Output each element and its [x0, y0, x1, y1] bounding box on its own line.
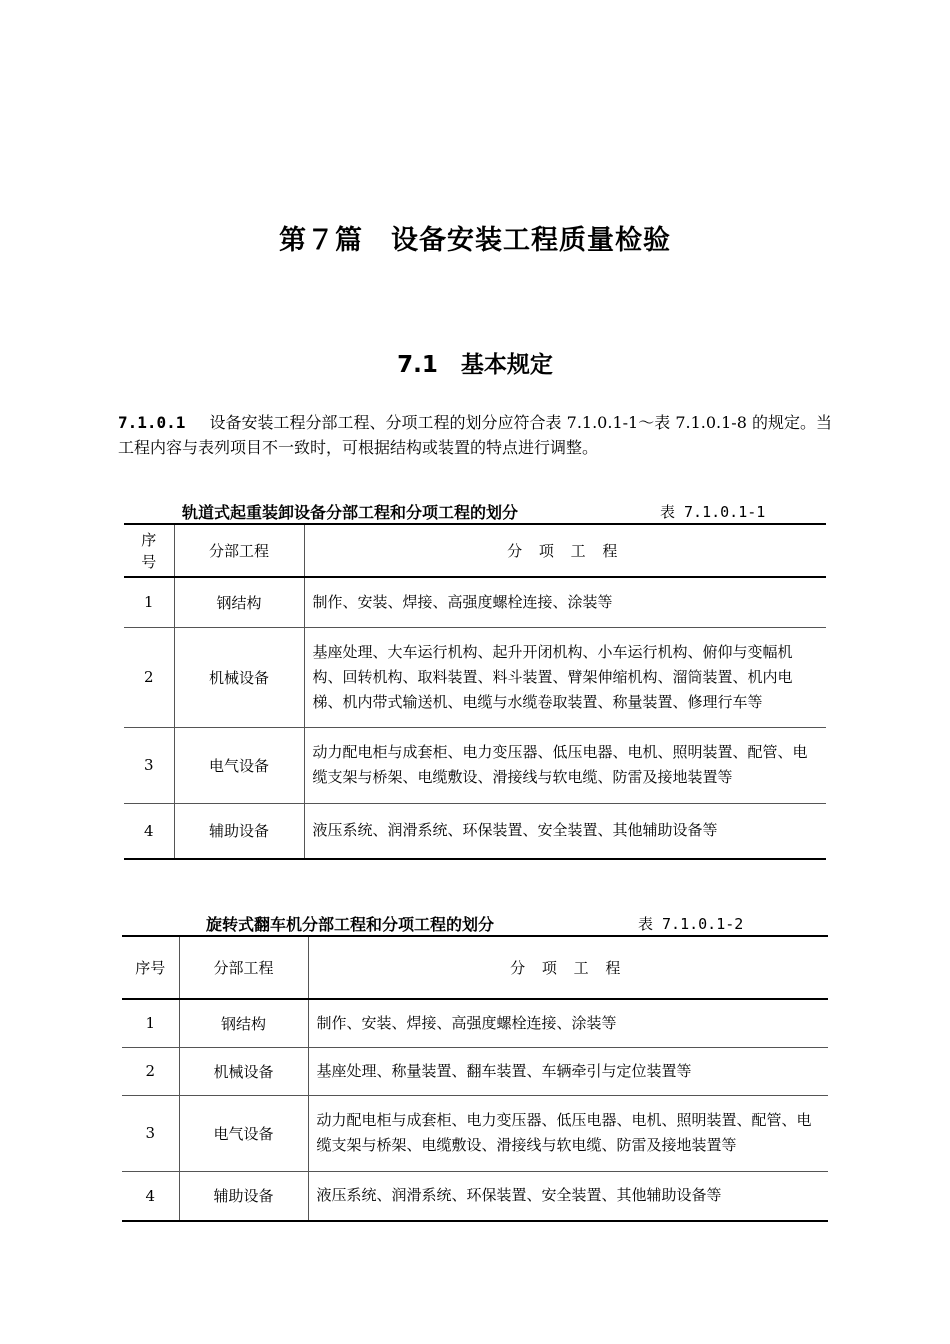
row-items: 动力配电柜与成套柜、电力变压器、低压电器、电机、照明装置、配管、电缆支架与桥架、电缆敷设、滑接线与软电缆、防雷及接地装置等	[304, 727, 826, 803]
table-row	[122, 1171, 828, 1221]
section-title: 7.1 基本规定	[397, 352, 553, 378]
row-index: 1	[122, 999, 179, 1047]
chapter-title: 第７篇 设备安装工程质量检验	[279, 225, 671, 256]
table2-number: 表 7.1.0.1-2	[638, 915, 744, 933]
row-items: 液压系统、润滑系统、环保装置、安全装置、其他辅助设备等	[308, 1171, 828, 1221]
row-items: 动力配电柜与成套柜、电力变压器、低压电器、电机、照明装置、配管、电缆支架与桥架、电缆敷设、滑接线与软电缆、防雷及接地装置等	[308, 1095, 828, 1171]
row-part: 钢结构	[179, 999, 308, 1047]
row-part: 机械设备	[174, 627, 304, 727]
row-index: 2	[122, 1047, 179, 1095]
row-part: 钢结构	[174, 577, 304, 627]
row-part: 电气设备	[179, 1095, 308, 1171]
table-row	[124, 803, 826, 859]
table2-title: 旋转式翻车机分部工程和分项工程的划分	[206, 915, 495, 934]
clause-number: 7.1.0.1	[118, 413, 186, 432]
table2-caption	[122, 912, 828, 936]
clause-paragraph	[118, 410, 832, 460]
row-part: 辅助设备	[174, 803, 304, 859]
table1-header-items: 分 项 工 程	[304, 524, 826, 577]
row-part: 机械设备	[179, 1047, 308, 1095]
row-items: 基座处理、称量装置、翻车装置、车辆牵引与定位装置等	[308, 1047, 828, 1095]
table2-header-index: 序号	[122, 936, 179, 999]
row-items: 制作、安装、焊接、高强度螺栓连接、涂装等	[308, 999, 828, 1047]
table2-header-part: 分部工程	[179, 936, 308, 999]
table-row	[122, 1095, 828, 1171]
table1-title: 轨道式起重装卸设备分部工程和分项工程的划分	[182, 503, 519, 522]
row-items: 基座处理、大车运行机构、起升开闭机构、小车运行机构、俯仰与变幅机构、回转机构、取料装置、料斗装置、臂架伸缩机构、溜筒装置、机内电梯、机内带式输送机、电缆与水缆卷取装置、称量装置、修理行车等	[304, 627, 826, 727]
row-index: 3	[124, 727, 174, 803]
row-items: 液压系统、润滑系统、环保装置、安全装置、其他辅助设备等	[304, 803, 826, 859]
row-index: 4	[124, 803, 174, 859]
table-row	[124, 727, 826, 803]
table1	[124, 523, 826, 860]
table-row	[124, 577, 826, 627]
table2	[122, 935, 828, 1222]
table1-caption	[124, 500, 826, 524]
row-index: 1	[124, 577, 174, 627]
table-row	[124, 627, 826, 727]
table2-header-items: 分 项 工 程	[308, 936, 828, 999]
row-index: 3	[122, 1095, 179, 1171]
row-index: 2	[124, 627, 174, 727]
row-part: 辅助设备	[179, 1171, 308, 1221]
table1-number: 表 7.1.0.1-1	[660, 503, 766, 521]
clause-text: 设备安装工程分部工程、分项工程的划分应符合表 7.1.0.1-1～表 7.1.0.1-8 的规定。当工程内容与表列项目不一致时，可根据结构或装置的特点进行调整。	[118, 413, 832, 457]
table-row	[122, 1047, 828, 1095]
row-index: 4	[122, 1171, 179, 1221]
row-items: 制作、安装、焊接、高强度螺栓连接、涂装等	[304, 577, 826, 627]
table1-header-part: 分部工程	[174, 524, 304, 577]
table-row	[122, 999, 828, 1047]
row-part: 电气设备	[174, 727, 304, 803]
table1-header-index: 序号	[124, 524, 174, 577]
